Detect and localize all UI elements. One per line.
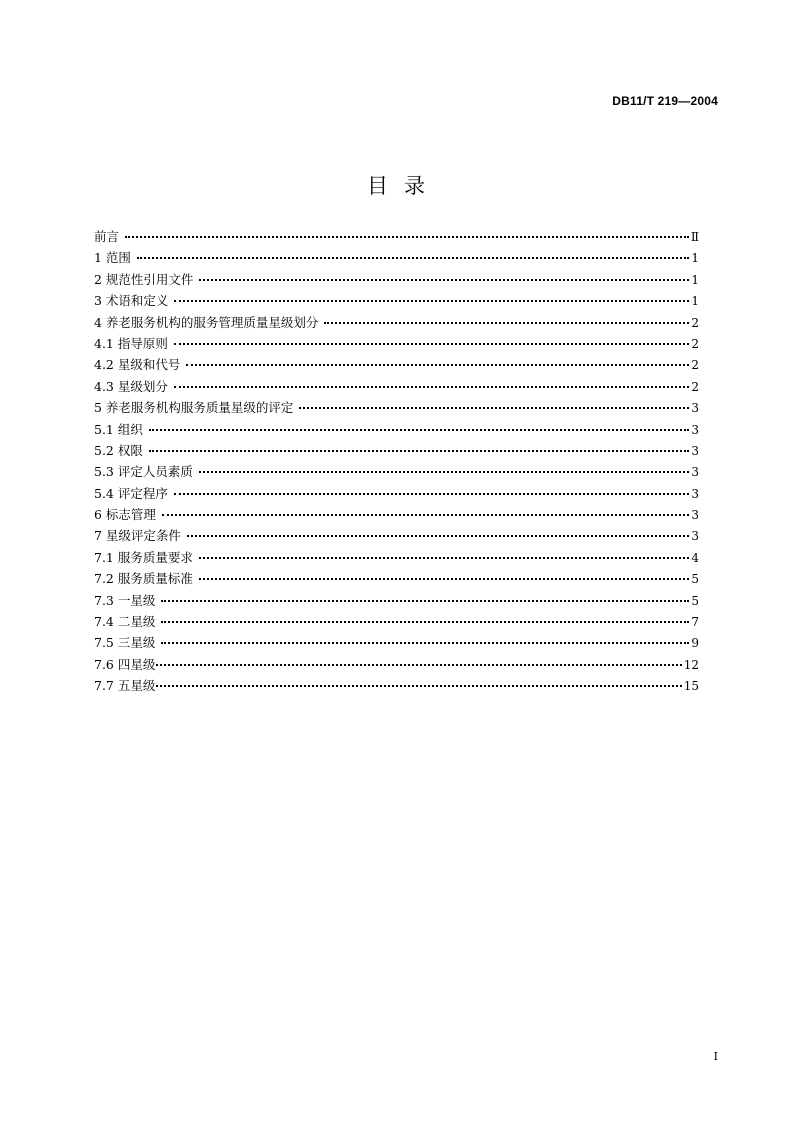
standard-code: DB11/T 219—2004: [612, 94, 718, 108]
toc-entry-page: 9: [691, 636, 699, 651]
toc-entry-label: 7.7 五星级: [94, 678, 156, 694]
toc-entry-label: 3 术语和定义: [94, 293, 169, 309]
toc-leader-dots: [149, 429, 690, 431]
toc-entry[interactable]: [94, 676, 699, 697]
toc-entry[interactable]: [94, 526, 699, 547]
toc-entry-page: 15: [683, 679, 699, 694]
toc-entry-label: 2 规范性引用文件: [94, 271, 194, 287]
page-title: 目录: [367, 174, 441, 198]
toc-entry[interactable]: [94, 612, 699, 633]
toc-leader-dots: [149, 450, 690, 452]
toc-leader-dots: [199, 557, 690, 559]
toc-entry-page: 3: [691, 529, 699, 544]
toc-entry-page: 2: [691, 379, 699, 394]
toc-entry-label: 4.1 指导原则: [94, 335, 168, 351]
toc-entry[interactable]: [94, 484, 699, 505]
toc-leader-dots: [174, 300, 689, 302]
toc-leader-dots: [125, 236, 689, 238]
toc-leader-dots: [199, 578, 690, 580]
toc-entry-page: 3: [691, 401, 699, 416]
toc-entry-page: 5: [691, 593, 699, 608]
toc-leader-dots: [174, 343, 690, 345]
toc-entry-label: 4 养老服务机构的服务管理质量星级划分: [94, 314, 319, 330]
toc-leader-dots: [174, 493, 690, 495]
toc-entry-label: 6 标志管理: [94, 507, 156, 523]
toc-entry-page: 2: [691, 336, 699, 351]
toc-entry-label: 7.2 服务质量标准: [94, 571, 193, 587]
toc-entry-page: 1: [691, 294, 699, 309]
toc-leader-dots: [161, 600, 689, 602]
toc-entry[interactable]: [94, 355, 699, 376]
toc-entry-page: 3: [691, 486, 699, 501]
toc-entry[interactable]: [94, 505, 699, 526]
toc-entry-label: 1 范围: [94, 250, 131, 266]
toc-leader-dots: [187, 535, 689, 537]
table-of-contents: [94, 227, 699, 698]
toc-entry-page: 2: [691, 358, 699, 373]
page-number: I: [713, 1050, 718, 1063]
toc-entry-label: 5 养老服务机构服务质量星级的评定: [94, 400, 294, 416]
toc-leader-dots: [162, 514, 689, 516]
toc-entry-label: 5.4 评定程序: [94, 485, 168, 501]
toc-leader-dots: [199, 471, 690, 473]
toc-entry[interactable]: [94, 248, 699, 269]
toc-entry[interactable]: [94, 398, 699, 419]
toc-entry-label: 7.5 三星级: [94, 635, 156, 651]
toc-entry[interactable]: [94, 441, 699, 462]
toc-leader-dots: [161, 621, 689, 623]
toc-entry[interactable]: [94, 377, 699, 398]
toc-leader-dots: [324, 322, 689, 324]
toc-entry-page: 3: [691, 443, 699, 458]
toc-leader-dots: [156, 664, 681, 666]
toc-entry-label: 4.2 星级和代号: [94, 357, 181, 373]
toc-entry-label: 7.1 服务质量要求: [94, 549, 193, 565]
toc-entry-page: Ⅱ: [690, 230, 699, 244]
toc-entry-label: 7 星级评定条件: [94, 528, 181, 544]
toc-entry-label: 7.3 一星级: [94, 592, 156, 608]
toc-entry-page: 3: [691, 465, 699, 480]
toc-entry[interactable]: [94, 462, 699, 483]
toc-entry-page: 5: [691, 572, 699, 587]
toc-entry-label: 7.4 二星级: [94, 614, 156, 630]
toc-entry-page: 3: [691, 508, 699, 523]
toc-entry[interactable]: [94, 313, 699, 334]
toc-entry[interactable]: [94, 591, 699, 612]
toc-leader-dots: [186, 364, 689, 366]
toc-entry[interactable]: [94, 291, 699, 312]
toc-entry[interactable]: [94, 548, 699, 569]
toc-leader-dots: [174, 386, 690, 388]
toc-entry[interactable]: [94, 227, 699, 248]
toc-entry[interactable]: [94, 569, 699, 590]
toc-leader-dots: [161, 642, 689, 644]
toc-leader-dots: [199, 279, 689, 281]
toc-entry[interactable]: [94, 334, 699, 355]
toc-entry[interactable]: [94, 420, 699, 441]
toc-entry-page: 7: [691, 615, 699, 630]
toc-entry[interactable]: [94, 270, 699, 291]
toc-leader-dots: [137, 257, 689, 259]
toc-entry-label: 7.6 四星级: [94, 656, 156, 672]
toc-leader-dots: [299, 407, 689, 409]
toc-entry-label: 5.2 权限: [94, 442, 143, 458]
toc-entry-label: 5.3 评定人员素质: [94, 464, 193, 480]
toc-entry-label: 前言: [94, 229, 120, 244]
toc-entry-page: 4: [691, 550, 699, 565]
toc-entry-page: 1: [691, 251, 699, 266]
toc-entry-label: 4.3 星级划分: [94, 378, 168, 394]
toc-entry-page: 1: [691, 272, 699, 287]
toc-entry-page: 3: [691, 422, 699, 437]
toc-entry-label: 5.1 组织: [94, 421, 143, 437]
toc-leader-dots: [156, 685, 681, 687]
toc-entry[interactable]: [94, 633, 699, 654]
toc-entry-page: 12: [683, 657, 699, 672]
toc-entry-page: 2: [691, 315, 699, 330]
toc-entry[interactable]: [94, 655, 699, 676]
